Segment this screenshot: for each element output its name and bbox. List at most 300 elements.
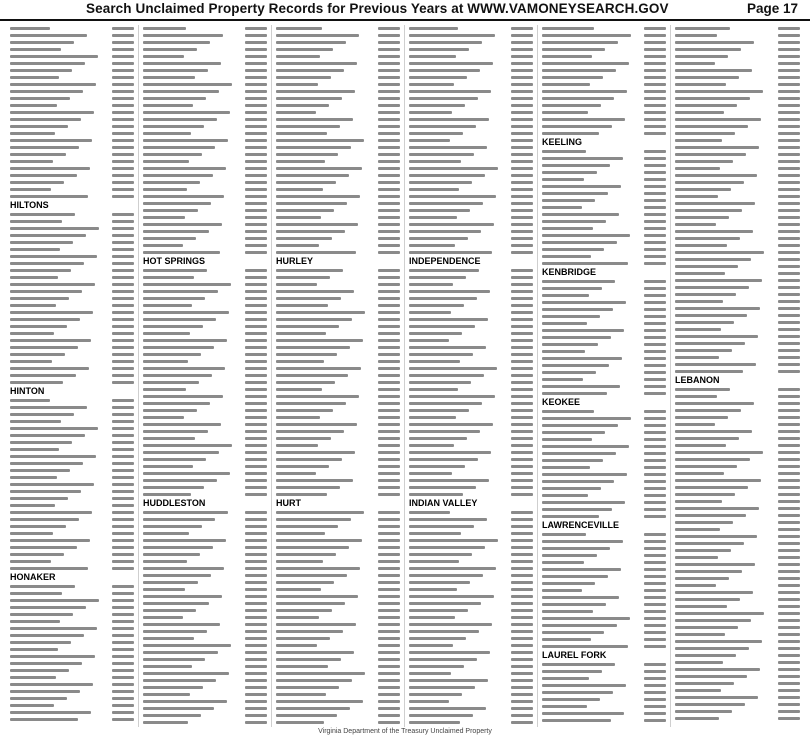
entry-name-placeholder — [276, 479, 353, 482]
entry-id-placeholder — [378, 602, 400, 605]
entry-id-placeholder — [511, 332, 533, 335]
entry-name-placeholder — [10, 525, 66, 528]
entry-id-placeholder — [245, 111, 267, 114]
entry-name-placeholder — [143, 581, 198, 584]
listing-entry — [542, 211, 666, 218]
listing-entry — [276, 628, 400, 635]
entry-id-placeholder — [378, 202, 400, 205]
entry-id-placeholder — [112, 704, 134, 707]
entry-id-placeholder — [511, 251, 533, 254]
entry-name-placeholder — [10, 697, 67, 700]
entry-id-placeholder — [245, 195, 267, 198]
entry-id-placeholder — [644, 561, 666, 564]
entry-name-placeholder — [675, 356, 719, 359]
listing-entry — [143, 393, 267, 400]
listing-entry — [276, 116, 400, 123]
entry-id-placeholder — [778, 356, 800, 359]
entry-id-placeholder — [644, 76, 666, 79]
entry-name-placeholder — [143, 493, 191, 496]
entry-id-placeholder — [245, 41, 267, 44]
entry-name-placeholder — [542, 378, 583, 381]
listing-entry — [542, 60, 666, 67]
entry-id-placeholder — [112, 97, 134, 100]
entry-name-placeholder — [542, 684, 626, 687]
entry-name-placeholder — [276, 325, 339, 328]
entry-name-placeholder — [409, 139, 450, 142]
listing-entry — [675, 491, 800, 498]
listing-entry — [675, 186, 800, 193]
entry-name-placeholder — [10, 690, 80, 693]
listing-entry — [10, 137, 134, 144]
listing-entry — [143, 60, 267, 67]
listing-entry — [542, 661, 666, 668]
entry-name-placeholder — [143, 567, 224, 570]
entry-id-placeholder — [112, 399, 134, 402]
listing-entry — [10, 179, 134, 186]
entry-name-placeholder — [409, 479, 489, 482]
listing-entry — [276, 400, 400, 407]
listing-entry — [276, 677, 400, 684]
entry-id-placeholder — [378, 69, 400, 72]
listing-entry — [10, 425, 134, 432]
entry-id-placeholder — [778, 62, 800, 65]
entry-name-placeholder — [143, 630, 207, 633]
listing-entry — [143, 698, 267, 705]
entry-name-placeholder — [276, 402, 346, 405]
entry-name-placeholder — [542, 125, 612, 128]
entry-id-placeholder — [644, 262, 666, 265]
entry-name-placeholder — [143, 616, 183, 619]
entry-name-placeholder — [542, 487, 601, 490]
entry-id-placeholder — [112, 132, 134, 135]
entry-name-placeholder — [409, 41, 482, 44]
listing-entry — [675, 533, 800, 540]
listing-entry — [675, 386, 800, 393]
entry-name-placeholder — [675, 55, 728, 58]
listing-entry — [276, 565, 400, 572]
entry-id-placeholder — [112, 455, 134, 458]
entry-id-placeholder — [245, 167, 267, 170]
entry-id-placeholder — [245, 644, 267, 647]
city-heading: LAUREL FORK — [542, 650, 607, 660]
entry-id-placeholder — [511, 672, 533, 675]
listing-entry — [542, 696, 666, 703]
listing-entry — [675, 333, 800, 340]
entry-id-placeholder — [644, 445, 666, 448]
entry-name-placeholder — [409, 90, 491, 93]
entry-name-placeholder — [675, 195, 718, 198]
entry-id-placeholder — [511, 244, 533, 247]
entry-id-placeholder — [511, 195, 533, 198]
entry-id-placeholder — [511, 174, 533, 177]
entry-id-placeholder — [378, 451, 400, 454]
entry-id-placeholder — [245, 539, 267, 542]
entry-name-placeholder — [542, 431, 605, 434]
entry-id-placeholder — [245, 290, 267, 293]
entry-id-placeholder — [112, 90, 134, 93]
entry-name-placeholder — [409, 518, 487, 521]
entry-name-placeholder — [10, 283, 95, 286]
entry-id-placeholder — [511, 539, 533, 542]
listing-entry — [276, 537, 400, 544]
entry-id-placeholder — [511, 104, 533, 107]
listing-entry — [276, 67, 400, 74]
entry-id-placeholder — [112, 262, 134, 265]
entry-id-placeholder — [644, 691, 666, 694]
entry-id-placeholder — [378, 41, 400, 44]
listing-entry — [542, 246, 666, 253]
listing-entry — [542, 636, 666, 643]
entry-id-placeholder — [644, 55, 666, 58]
entry-id-placeholder — [644, 554, 666, 557]
entry-id-placeholder — [644, 645, 666, 648]
entry-id-placeholder — [644, 575, 666, 578]
entry-name-placeholder — [675, 27, 730, 30]
entry-id-placeholder — [778, 41, 800, 44]
entry-name-placeholder — [10, 160, 53, 163]
listing-entry — [276, 281, 400, 288]
listing-entry — [10, 246, 134, 253]
entry-name-placeholder — [143, 118, 217, 121]
entry-id-placeholder — [378, 637, 400, 640]
entry-id-placeholder — [644, 350, 666, 353]
listing-entry — [409, 235, 533, 242]
listing-entry — [409, 151, 533, 158]
listing-entry — [542, 81, 666, 88]
listing-entry — [276, 302, 400, 309]
entry-name-placeholder — [276, 595, 358, 598]
entry-name-placeholder — [542, 508, 612, 511]
listing-entry — [675, 715, 800, 722]
entry-name-placeholder — [276, 297, 341, 300]
listing-entry — [276, 365, 400, 372]
entry-name-placeholder — [409, 195, 496, 198]
city-heading: HINTON — [10, 386, 45, 396]
entry-id-placeholder — [644, 631, 666, 634]
entry-name-placeholder — [542, 83, 590, 86]
listing-entry — [143, 442, 267, 449]
listing-entry — [10, 193, 134, 200]
listing-entry — [143, 158, 267, 165]
entry-id-placeholder — [245, 125, 267, 128]
entry-id-placeholder — [378, 395, 400, 398]
listing-entry — [276, 600, 400, 607]
entry-name-placeholder — [675, 132, 735, 135]
entry-id-placeholder — [378, 609, 400, 612]
entry-id-placeholder — [112, 290, 134, 293]
entry-name-placeholder — [675, 423, 715, 426]
entry-name-placeholder — [10, 648, 58, 651]
entry-name-placeholder — [409, 111, 452, 114]
listing-entry — [10, 439, 134, 446]
entry-id-placeholder — [778, 409, 800, 412]
entry-id-placeholder — [511, 139, 533, 142]
entry-id-placeholder — [112, 546, 134, 549]
entry-id-placeholder — [511, 311, 533, 314]
entry-name-placeholder — [276, 486, 340, 489]
entry-name-placeholder — [143, 195, 224, 198]
entry-name-placeholder — [409, 83, 454, 86]
listing-column — [405, 25, 538, 727]
listing-entry — [276, 351, 400, 358]
listing-entry — [276, 579, 400, 586]
entry-name-placeholder — [675, 409, 741, 412]
listing-entry — [143, 337, 267, 344]
listing-entry — [143, 249, 267, 256]
listing-entry — [143, 137, 267, 144]
entry-name-placeholder — [542, 157, 623, 160]
listing-entry — [10, 151, 134, 158]
entry-name-placeholder — [675, 202, 755, 205]
listing-entry — [10, 323, 134, 330]
entry-name-placeholder — [10, 504, 55, 507]
listing-entry — [542, 327, 666, 334]
listing-entry — [276, 186, 400, 193]
entry-id-placeholder — [245, 430, 267, 433]
listing-entry — [542, 429, 666, 436]
entry-id-placeholder — [378, 125, 400, 128]
entry-name-placeholder — [542, 336, 611, 339]
entry-id-placeholder — [778, 423, 800, 426]
entry-id-placeholder — [511, 458, 533, 461]
entry-name-placeholder — [675, 486, 748, 489]
entry-id-placeholder — [644, 294, 666, 297]
entry-id-placeholder — [778, 230, 800, 233]
entry-id-placeholder — [245, 244, 267, 247]
entry-name-placeholder — [409, 97, 478, 100]
entry-id-placeholder — [778, 528, 800, 531]
entry-id-placeholder — [378, 297, 400, 300]
entry-name-placeholder — [143, 83, 232, 86]
entry-name-placeholder — [10, 27, 50, 30]
entry-id-placeholder — [511, 318, 533, 321]
listing-entry — [143, 565, 267, 572]
listing-entry — [409, 186, 533, 193]
listing-entry — [675, 256, 800, 263]
entry-id-placeholder — [245, 679, 267, 682]
city-heading: HOT SPRINGS — [143, 256, 206, 266]
entry-id-placeholder — [644, 48, 666, 51]
entry-id-placeholder — [778, 328, 800, 331]
listing-entry — [675, 519, 800, 526]
entry-id-placeholder — [511, 609, 533, 612]
entry-name-placeholder — [143, 672, 229, 675]
listing-entry — [675, 666, 800, 673]
listing-entry — [276, 407, 400, 414]
entry-id-placeholder — [378, 346, 400, 349]
listing-entry — [409, 316, 533, 323]
entry-name-placeholder — [276, 465, 329, 468]
entry-id-placeholder — [378, 511, 400, 514]
entry-name-placeholder — [276, 244, 319, 247]
entry-name-placeholder — [542, 480, 614, 483]
listing-entry — [675, 88, 800, 95]
entry-id-placeholder — [644, 438, 666, 441]
listing-entry — [143, 435, 267, 442]
entry-name-placeholder — [675, 640, 762, 643]
listing-entry — [10, 516, 134, 523]
listing-entry — [542, 478, 666, 485]
listing-entry — [10, 639, 134, 646]
entry-name-placeholder — [675, 626, 738, 629]
entry-name-placeholder — [10, 125, 68, 128]
entry-name-placeholder — [409, 637, 466, 640]
entry-id-placeholder — [112, 353, 134, 356]
entry-name-placeholder — [409, 374, 484, 377]
entry-name-placeholder — [10, 585, 75, 588]
listing-column — [538, 25, 671, 727]
entry-id-placeholder — [112, 69, 134, 72]
entry-name-placeholder — [409, 34, 495, 37]
listing-entry — [542, 390, 666, 397]
entry-id-placeholder — [378, 216, 400, 219]
listing-entry — [409, 463, 533, 470]
entry-id-placeholder — [644, 157, 666, 160]
listing-entry — [409, 274, 533, 281]
entry-id-placeholder — [511, 518, 533, 521]
entry-name-placeholder — [10, 34, 87, 37]
listing-entry — [409, 684, 533, 691]
entry-id-placeholder — [511, 339, 533, 342]
listing-entry — [542, 102, 666, 109]
entry-name-placeholder — [675, 437, 739, 440]
listing-entry — [409, 337, 533, 344]
listing-entry — [10, 288, 134, 295]
entry-name-placeholder — [276, 346, 350, 349]
entry-name-placeholder — [542, 540, 623, 543]
listing-entry — [143, 572, 267, 579]
entry-id-placeholder — [644, 336, 666, 339]
listing-entry — [675, 526, 800, 533]
entry-id-placeholder — [378, 381, 400, 384]
entry-name-placeholder — [143, 665, 192, 668]
entry-id-placeholder — [378, 672, 400, 675]
entry-id-placeholder — [778, 465, 800, 468]
entry-name-placeholder — [10, 146, 79, 149]
listing-entry — [10, 60, 134, 67]
entry-name-placeholder — [675, 363, 756, 366]
listing-entry — [10, 625, 134, 632]
entry-id-placeholder — [778, 542, 800, 545]
listing-entry — [143, 579, 267, 586]
entry-name-placeholder — [542, 438, 592, 441]
entry-id-placeholder — [778, 570, 800, 573]
listing-entry — [143, 484, 267, 491]
listing-entry — [542, 369, 666, 376]
entry-id-placeholder — [511, 90, 533, 93]
listing-entry — [675, 638, 800, 645]
listing-entry — [276, 470, 400, 477]
entry-id-placeholder — [511, 160, 533, 163]
listing-entry — [143, 663, 267, 670]
entry-name-placeholder — [143, 132, 191, 135]
entry-id-placeholder — [778, 598, 800, 601]
entry-id-placeholder — [778, 388, 800, 391]
listing-entry — [542, 183, 666, 190]
listing-entry — [675, 512, 800, 519]
entry-name-placeholder — [10, 448, 59, 451]
entry-name-placeholder — [10, 227, 99, 230]
listing-entry — [409, 109, 533, 116]
listing-entry — [10, 509, 134, 516]
entry-id-placeholder — [245, 276, 267, 279]
entry-name-placeholder — [675, 514, 746, 517]
entry-id-placeholder — [378, 623, 400, 626]
listing-entry — [10, 558, 134, 565]
entry-name-placeholder — [675, 300, 723, 303]
listing-entry — [143, 712, 267, 719]
entry-id-placeholder — [511, 69, 533, 72]
entry-name-placeholder — [276, 216, 321, 219]
entry-id-placeholder — [644, 27, 666, 30]
listing-entry — [143, 330, 267, 337]
entry-name-placeholder — [143, 458, 206, 461]
entry-id-placeholder — [778, 314, 800, 317]
entry-id-placeholder — [112, 220, 134, 223]
listing-entry — [542, 341, 666, 348]
entry-id-placeholder — [245, 700, 267, 703]
entry-name-placeholder — [675, 388, 730, 391]
entry-id-placeholder — [644, 301, 666, 304]
entry-name-placeholder — [10, 213, 75, 216]
entry-name-placeholder — [143, 395, 223, 398]
entry-id-placeholder — [511, 525, 533, 528]
listing-entry — [276, 516, 400, 523]
listing-entry — [10, 116, 134, 123]
listing-entry — [409, 302, 533, 309]
entry-name-placeholder — [276, 290, 354, 293]
listing-entry — [276, 95, 400, 102]
entry-id-placeholder — [378, 48, 400, 51]
listing-entry — [675, 109, 800, 116]
entry-name-placeholder — [276, 637, 330, 640]
listing-entry — [675, 277, 800, 284]
listing-entry — [409, 628, 533, 635]
listing-entry — [276, 102, 400, 109]
entry-id-placeholder — [112, 139, 134, 142]
listing-entry — [675, 263, 800, 270]
listing-entry — [675, 659, 800, 666]
entry-id-placeholder — [112, 697, 134, 700]
entry-id-placeholder — [644, 34, 666, 37]
entry-id-placeholder — [245, 595, 267, 598]
entry-name-placeholder — [542, 287, 602, 290]
entry-name-placeholder — [276, 525, 338, 528]
entry-id-placeholder — [511, 581, 533, 584]
listing-entry — [143, 379, 267, 386]
listing-entry — [409, 523, 533, 530]
listing-entry — [409, 130, 533, 137]
listing-entry — [409, 719, 533, 726]
listing-entry — [143, 151, 267, 158]
listing-entry — [409, 491, 533, 498]
entry-name-placeholder — [675, 647, 749, 650]
entry-id-placeholder — [378, 560, 400, 563]
entry-id-placeholder — [112, 655, 134, 658]
entry-name-placeholder — [675, 160, 733, 163]
entry-name-placeholder — [143, 41, 210, 44]
listing-entry — [409, 39, 533, 46]
entry-id-placeholder — [778, 668, 800, 671]
entry-id-placeholder — [245, 546, 267, 549]
entry-id-placeholder — [644, 385, 666, 388]
listing-entry — [143, 719, 267, 726]
listing-entry — [10, 502, 134, 509]
entry-id-placeholder — [112, 690, 134, 693]
entry-name-placeholder — [143, 230, 209, 233]
listing-entry — [542, 362, 666, 369]
listing-entry — [276, 214, 400, 221]
